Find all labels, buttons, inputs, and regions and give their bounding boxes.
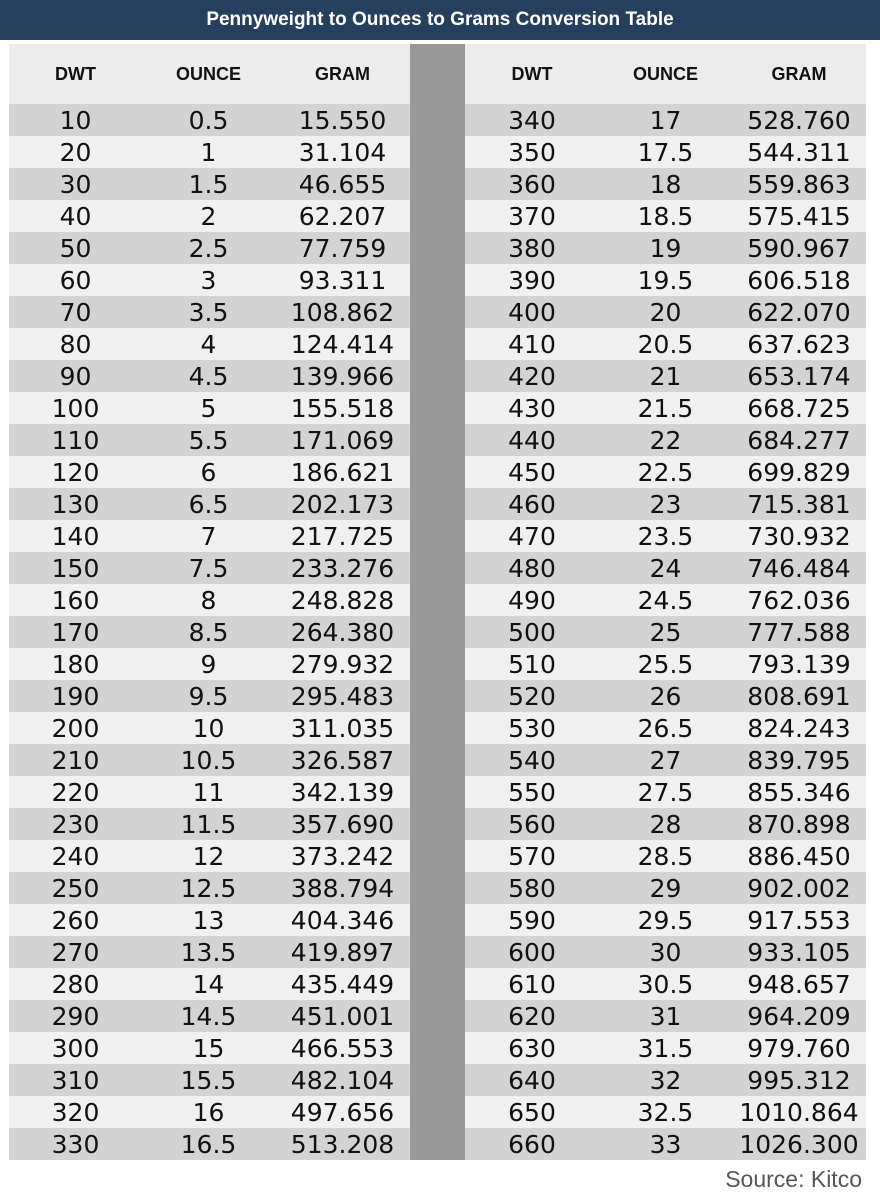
ounce-cell: 26 bbox=[649, 681, 682, 711]
gram-cell: 451.001 bbox=[290, 1001, 395, 1031]
gram-cell: 933.105 bbox=[747, 937, 851, 967]
ounce-cell: 32 bbox=[649, 1065, 682, 1095]
dwt-cell: 660 bbox=[508, 1129, 556, 1159]
table-row bbox=[9, 104, 410, 136]
table-row bbox=[9, 616, 410, 648]
ounce-cell: 23.5 bbox=[637, 521, 694, 551]
header-dwt: DWT bbox=[55, 63, 96, 84]
table-row bbox=[465, 968, 866, 1000]
ounce-cell: 5 bbox=[200, 393, 217, 423]
gram-cell: 342.139 bbox=[290, 777, 395, 807]
ounce-cell: 4.5 bbox=[188, 361, 229, 391]
dwt-cell: 400 bbox=[508, 297, 556, 327]
gram-cell: 824.243 bbox=[747, 713, 851, 743]
table-row bbox=[9, 424, 410, 456]
ounce-cell: 19.5 bbox=[637, 265, 694, 295]
table-row bbox=[465, 680, 866, 712]
dwt-cell: 550 bbox=[508, 777, 556, 807]
gram-cell: 839.795 bbox=[747, 745, 851, 775]
dwt-cell: 370 bbox=[508, 201, 556, 231]
table-row bbox=[9, 488, 410, 520]
ounce-cell: 1.5 bbox=[188, 169, 229, 199]
gram-cell: 964.209 bbox=[747, 1001, 851, 1031]
ounce-cell: 6.5 bbox=[188, 489, 229, 519]
ounce-cell: 8 bbox=[200, 585, 217, 615]
ounce-cell: 6 bbox=[200, 457, 217, 487]
gram-cell: 699.829 bbox=[747, 457, 851, 487]
gram-cell: 590.967 bbox=[747, 233, 851, 263]
gram-cell: 15.550 bbox=[298, 105, 387, 135]
dwt-cell: 360 bbox=[508, 169, 556, 199]
gram-cell: 606.518 bbox=[747, 265, 851, 295]
table-row bbox=[9, 552, 410, 584]
gram-cell: 855.346 bbox=[747, 777, 851, 807]
dwt-cell: 100 bbox=[51, 393, 100, 423]
table-row bbox=[465, 360, 866, 392]
dwt-cell: 590 bbox=[508, 905, 556, 935]
left-table bbox=[9, 44, 410, 1160]
table-row bbox=[465, 1000, 866, 1032]
gram-cell: 93.311 bbox=[298, 265, 387, 295]
header-ounce: OUNCE bbox=[175, 63, 241, 84]
dwt-cell: 560 bbox=[508, 809, 556, 839]
ounce-cell: 1 bbox=[200, 137, 217, 167]
table-row bbox=[465, 520, 866, 552]
dwt-cell: 60 bbox=[59, 265, 92, 295]
table-row bbox=[465, 392, 866, 424]
table-row bbox=[465, 168, 866, 200]
table-row bbox=[465, 264, 866, 296]
gram-cell: 419.897 bbox=[290, 937, 395, 967]
table-row bbox=[465, 872, 866, 904]
table-row bbox=[465, 808, 866, 840]
ounce-cell: 21 bbox=[649, 361, 682, 391]
ounce-cell: 0.5 bbox=[188, 105, 229, 135]
dwt-cell: 80 bbox=[59, 329, 92, 359]
ounce-cell: 2 bbox=[200, 201, 217, 231]
right-rows bbox=[465, 104, 866, 1160]
header-gram: GRAM bbox=[315, 63, 370, 84]
table-row bbox=[465, 584, 866, 616]
gram-cell: 62.207 bbox=[298, 201, 387, 231]
table-row bbox=[9, 936, 410, 968]
dwt-cell: 530 bbox=[508, 713, 556, 743]
dwt-cell: 190 bbox=[51, 681, 100, 711]
dwt-cell: 330 bbox=[51, 1129, 100, 1159]
table-row bbox=[9, 296, 410, 328]
gram-cell: 668.725 bbox=[747, 393, 851, 423]
table-row bbox=[9, 232, 410, 264]
ounce-cell: 27 bbox=[649, 745, 682, 775]
ounce-cell: 11 bbox=[192, 777, 225, 807]
gram-cell: 46.655 bbox=[298, 169, 387, 199]
dwt-cell: 470 bbox=[508, 521, 556, 551]
ounce-cell: 31.5 bbox=[637, 1033, 694, 1063]
gram-cell: 373.242 bbox=[290, 841, 395, 871]
dwt-cell: 20 bbox=[59, 137, 92, 167]
gram-cell: 653.174 bbox=[747, 361, 851, 391]
ounce-cell: 13.5 bbox=[180, 937, 237, 967]
dwt-cell: 540 bbox=[508, 745, 556, 775]
gram-cell: 311.035 bbox=[290, 713, 395, 743]
gram-cell: 762.036 bbox=[747, 585, 851, 615]
dwt-cell: 440 bbox=[508, 425, 556, 455]
ounce-cell: 30 bbox=[649, 937, 682, 967]
column-divider bbox=[410, 44, 465, 1160]
gram-cell: 917.553 bbox=[747, 905, 851, 935]
header-ounce: OUNCE bbox=[632, 63, 698, 84]
ounce-cell: 14.5 bbox=[180, 1001, 237, 1031]
dwt-cell: 310 bbox=[51, 1065, 100, 1095]
gram-cell: 124.414 bbox=[290, 329, 395, 359]
gram-cell: 1010.864 bbox=[739, 1097, 859, 1127]
table-row bbox=[9, 200, 410, 232]
ounce-cell: 26.5 bbox=[637, 713, 694, 743]
gram-cell: 513.208 bbox=[290, 1129, 395, 1159]
ounce-cell: 2.5 bbox=[188, 233, 229, 263]
ounce-cell: 23 bbox=[649, 489, 682, 519]
gram-cell: 622.070 bbox=[747, 297, 851, 327]
table-row bbox=[465, 712, 866, 744]
table-row bbox=[465, 552, 866, 584]
ounce-cell: 22.5 bbox=[637, 457, 694, 487]
table-row bbox=[9, 968, 410, 1000]
gram-cell: 715.381 bbox=[747, 489, 851, 519]
gram-cell: 482.104 bbox=[290, 1065, 395, 1095]
dwt-cell: 210 bbox=[51, 745, 100, 775]
gram-cell: 730.932 bbox=[747, 521, 851, 551]
gram-cell: 186.621 bbox=[290, 457, 395, 487]
ounce-cell: 29.5 bbox=[637, 905, 694, 935]
dwt-cell: 480 bbox=[508, 553, 556, 583]
ounce-cell: 32.5 bbox=[637, 1097, 694, 1127]
gram-cell: 886.450 bbox=[747, 841, 851, 871]
dwt-cell: 580 bbox=[508, 873, 556, 903]
ounce-cell: 10 bbox=[192, 713, 225, 743]
dwt-cell: 510 bbox=[508, 649, 556, 679]
ounce-cell: 12.5 bbox=[180, 873, 237, 903]
dwt-cell: 120 bbox=[51, 457, 100, 487]
gram-cell: 139.966 bbox=[290, 361, 395, 391]
gram-cell: 684.277 bbox=[747, 425, 851, 455]
ounce-cell: 9.5 bbox=[188, 681, 229, 711]
table-row bbox=[465, 328, 866, 360]
dwt-cell: 90 bbox=[59, 361, 92, 391]
ounce-cell: 7.5 bbox=[188, 553, 229, 583]
ounce-cell: 3 bbox=[200, 265, 217, 295]
table-row bbox=[9, 808, 410, 840]
table-row bbox=[465, 200, 866, 232]
table-row bbox=[9, 744, 410, 776]
dwt-cell: 140 bbox=[51, 521, 100, 551]
table-row bbox=[9, 1096, 410, 1128]
table-row bbox=[9, 904, 410, 936]
dwt-cell: 610 bbox=[508, 969, 556, 999]
gram-cell: 528.760 bbox=[747, 105, 851, 135]
dwt-cell: 230 bbox=[51, 809, 100, 839]
table-row bbox=[465, 296, 866, 328]
ounce-cell: 5.5 bbox=[188, 425, 229, 455]
dwt-cell: 520 bbox=[508, 681, 556, 711]
dwt-cell: 410 bbox=[508, 329, 556, 359]
ounce-cell: 9 bbox=[200, 649, 217, 679]
gram-cell: 497.656 bbox=[290, 1097, 395, 1127]
dwt-cell: 170 bbox=[51, 617, 100, 647]
gram-cell: 77.759 bbox=[298, 233, 387, 263]
ounce-cell: 28.5 bbox=[637, 841, 694, 871]
dwt-cell: 240 bbox=[51, 841, 100, 871]
gram-cell: 559.863 bbox=[747, 169, 851, 199]
left-header-row bbox=[9, 44, 410, 104]
table-row bbox=[465, 1128, 866, 1160]
right-table bbox=[465, 44, 866, 1160]
ounce-cell: 15.5 bbox=[180, 1065, 237, 1095]
gram-cell: 248.828 bbox=[290, 585, 395, 615]
ounce-cell: 16.5 bbox=[180, 1129, 237, 1159]
right-header-row bbox=[465, 44, 866, 104]
dwt-cell: 260 bbox=[51, 905, 100, 935]
table-row bbox=[465, 1096, 866, 1128]
ounce-cell: 10.5 bbox=[180, 745, 237, 775]
dwt-cell: 50 bbox=[59, 233, 92, 263]
gram-cell: 948.657 bbox=[747, 969, 851, 999]
dwt-cell: 110 bbox=[51, 425, 100, 455]
dwt-cell: 290 bbox=[51, 1001, 100, 1031]
dwt-cell: 250 bbox=[51, 873, 100, 903]
gram-cell: 808.691 bbox=[747, 681, 851, 711]
table-row bbox=[465, 840, 866, 872]
ounce-cell: 3.5 bbox=[188, 297, 229, 327]
gram-cell: 544.311 bbox=[747, 137, 851, 167]
table-row bbox=[465, 776, 866, 808]
table-row bbox=[9, 872, 410, 904]
dwt-cell: 270 bbox=[51, 937, 100, 967]
ounce-cell: 29 bbox=[649, 873, 682, 903]
ounce-cell: 18.5 bbox=[637, 201, 694, 231]
table-row bbox=[465, 616, 866, 648]
dwt-cell: 390 bbox=[508, 265, 556, 295]
ounce-cell: 24.5 bbox=[637, 585, 694, 615]
ounce-cell: 14 bbox=[192, 969, 225, 999]
dwt-cell: 620 bbox=[508, 1001, 556, 1031]
table-row bbox=[9, 712, 410, 744]
table-row bbox=[9, 584, 410, 616]
gram-cell: 233.276 bbox=[290, 553, 395, 583]
gram-cell: 357.690 bbox=[290, 809, 395, 839]
table-row bbox=[465, 456, 866, 488]
dwt-cell: 30 bbox=[59, 169, 92, 199]
dwt-cell: 380 bbox=[508, 233, 556, 263]
dwt-cell: 200 bbox=[51, 713, 100, 743]
table-row bbox=[9, 168, 410, 200]
table-row bbox=[9, 1032, 410, 1064]
ounce-cell: 31 bbox=[649, 1001, 682, 1031]
table-row bbox=[9, 136, 410, 168]
table-row bbox=[9, 264, 410, 296]
dwt-cell: 10 bbox=[59, 105, 92, 135]
ounce-cell: 20 bbox=[649, 297, 682, 327]
gram-cell: 279.932 bbox=[290, 649, 395, 679]
ounce-cell: 17 bbox=[649, 105, 682, 135]
table-row bbox=[9, 1128, 410, 1160]
source-credit: Source: Kitco bbox=[725, 1166, 862, 1192]
table-row bbox=[465, 936, 866, 968]
dwt-cell: 460 bbox=[508, 489, 556, 519]
ounce-cell: 27.5 bbox=[637, 777, 694, 807]
gram-cell: 793.139 bbox=[747, 649, 851, 679]
dwt-cell: 280 bbox=[51, 969, 100, 999]
gram-cell: 746.484 bbox=[747, 553, 851, 583]
ounce-cell: 21.5 bbox=[637, 393, 694, 423]
table-row bbox=[465, 904, 866, 936]
table-row bbox=[9, 840, 410, 872]
ounce-cell: 18 bbox=[649, 169, 682, 199]
gram-cell: 902.002 bbox=[747, 873, 851, 903]
ounce-cell: 4 bbox=[200, 329, 217, 359]
table-row bbox=[465, 136, 866, 168]
ounce-cell: 33 bbox=[649, 1129, 682, 1159]
table-row bbox=[9, 776, 410, 808]
ounce-cell: 22 bbox=[649, 425, 682, 455]
header-gram: GRAM bbox=[771, 63, 827, 84]
ounce-cell: 12 bbox=[192, 841, 225, 871]
table-row bbox=[9, 328, 410, 360]
dwt-cell: 500 bbox=[508, 617, 556, 647]
table-row bbox=[465, 232, 866, 264]
dwt-cell: 150 bbox=[51, 553, 100, 583]
ounce-cell: 7 bbox=[200, 521, 217, 551]
dwt-cell: 180 bbox=[51, 649, 100, 679]
gram-cell: 171.069 bbox=[290, 425, 395, 455]
ounce-cell: 15 bbox=[192, 1033, 225, 1063]
table-row bbox=[9, 456, 410, 488]
table-row bbox=[9, 648, 410, 680]
dwt-cell: 490 bbox=[508, 585, 556, 615]
gram-cell: 295.483 bbox=[290, 681, 395, 711]
gram-cell: 1026.300 bbox=[739, 1129, 859, 1159]
gram-cell: 202.173 bbox=[290, 489, 395, 519]
gram-cell: 217.725 bbox=[290, 521, 395, 551]
dwt-cell: 640 bbox=[508, 1065, 556, 1095]
dwt-cell: 40 bbox=[59, 201, 92, 231]
ounce-cell: 28 bbox=[649, 809, 682, 839]
table-row bbox=[465, 648, 866, 680]
table-row bbox=[9, 1064, 410, 1096]
gram-cell: 108.862 bbox=[290, 297, 395, 327]
gram-cell: 435.449 bbox=[290, 969, 395, 999]
gram-cell: 466.553 bbox=[290, 1033, 395, 1063]
left-rows bbox=[9, 104, 410, 1160]
ounce-cell: 8.5 bbox=[188, 617, 229, 647]
dwt-cell: 130 bbox=[51, 489, 100, 519]
ounce-cell: 24 bbox=[649, 553, 682, 583]
gram-cell: 326.587 bbox=[290, 745, 395, 775]
ounce-cell: 25.5 bbox=[637, 649, 694, 679]
gram-cell: 31.104 bbox=[298, 137, 387, 167]
dwt-cell: 70 bbox=[59, 297, 92, 327]
ounce-cell: 17.5 bbox=[637, 137, 694, 167]
dwt-cell: 600 bbox=[508, 937, 556, 967]
gram-cell: 155.518 bbox=[290, 393, 395, 423]
header-dwt: DWT bbox=[511, 63, 553, 84]
dwt-cell: 650 bbox=[508, 1097, 556, 1127]
gram-cell: 575.415 bbox=[747, 201, 851, 231]
table-row bbox=[465, 744, 866, 776]
table-row bbox=[9, 1000, 410, 1032]
gram-cell: 777.588 bbox=[747, 617, 851, 647]
gram-cell: 995.312 bbox=[747, 1065, 851, 1095]
ounce-cell: 16 bbox=[192, 1097, 225, 1127]
table-row bbox=[465, 104, 866, 136]
table-title: Pennyweight to Ounces to Grams Conversion Table bbox=[0, 0, 880, 40]
dwt-cell: 630 bbox=[508, 1033, 556, 1063]
dwt-cell: 220 bbox=[51, 777, 100, 807]
ounce-cell: 25 bbox=[649, 617, 682, 647]
ounce-cell: 30.5 bbox=[637, 969, 694, 999]
table-row bbox=[9, 392, 410, 424]
table-row bbox=[465, 424, 866, 456]
gram-cell: 637.623 bbox=[747, 329, 851, 359]
ounce-cell: 11.5 bbox=[180, 809, 237, 839]
table-row bbox=[465, 1064, 866, 1096]
gram-cell: 979.760 bbox=[747, 1033, 851, 1063]
dwt-cell: 570 bbox=[508, 841, 556, 871]
dwt-cell: 450 bbox=[508, 457, 556, 487]
table-row bbox=[9, 680, 410, 712]
gram-cell: 388.794 bbox=[290, 873, 395, 903]
dwt-cell: 350 bbox=[508, 137, 556, 167]
gram-cell: 404.346 bbox=[290, 905, 395, 935]
table-row bbox=[9, 520, 410, 552]
table-row bbox=[465, 488, 866, 520]
dwt-cell: 430 bbox=[508, 393, 556, 423]
gram-cell: 870.898 bbox=[747, 809, 851, 839]
dwt-cell: 160 bbox=[51, 585, 100, 615]
dwt-cell: 300 bbox=[51, 1033, 100, 1063]
gram-cell: 264.380 bbox=[290, 617, 395, 647]
table-row bbox=[465, 1032, 866, 1064]
dwt-cell: 340 bbox=[508, 105, 556, 135]
ounce-cell: 13 bbox=[192, 905, 225, 935]
dwt-cell: 320 bbox=[51, 1097, 100, 1127]
dwt-cell: 420 bbox=[508, 361, 556, 391]
ounce-cell: 19 bbox=[649, 233, 682, 263]
table-row bbox=[9, 360, 410, 392]
ounce-cell: 20.5 bbox=[637, 329, 694, 359]
